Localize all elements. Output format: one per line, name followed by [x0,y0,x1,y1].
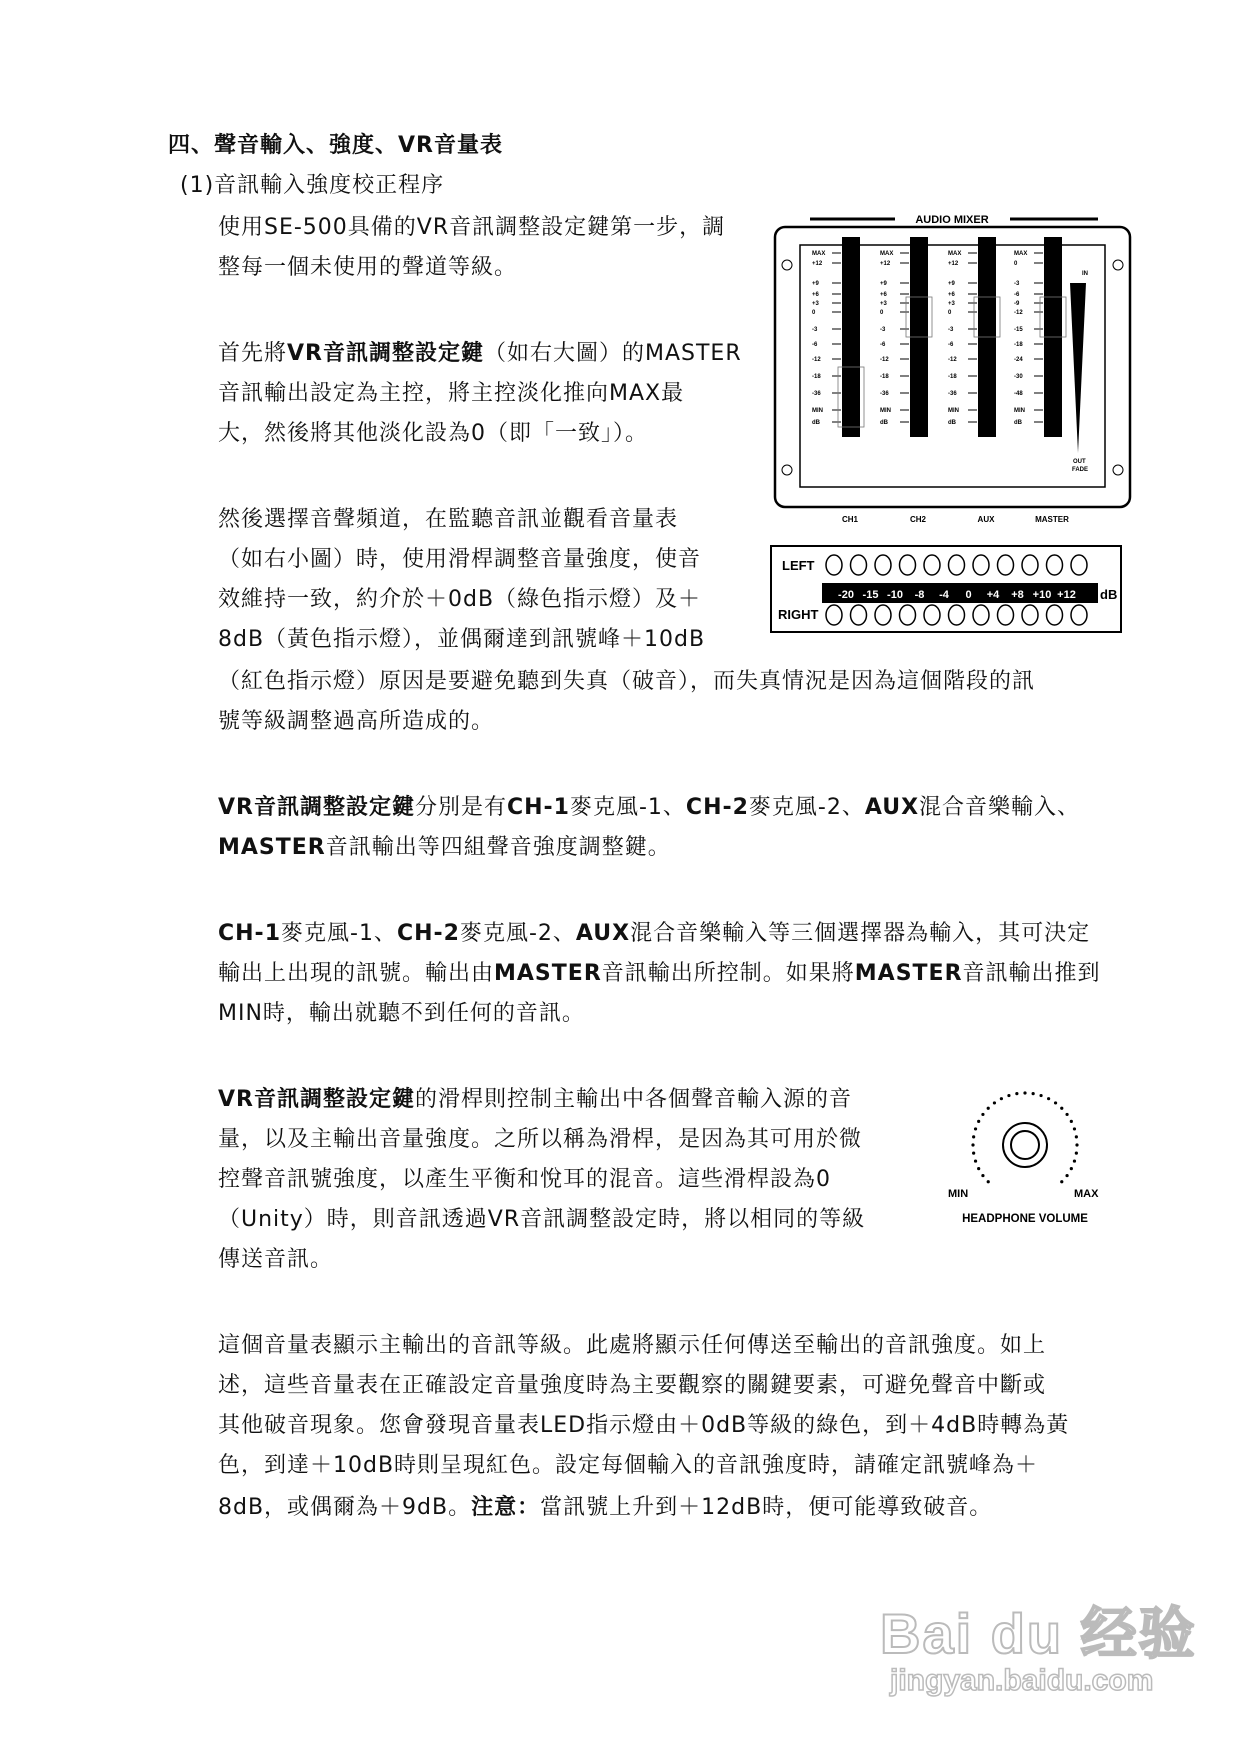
paragraph-5-line-3: MIN時，輸出就聽不到任何的音訊。 [218,1001,585,1026]
paragraph-6-line-5: 傳送音訊。 [218,1247,334,1272]
fader-scale-label: +6 [880,292,887,298]
knob-scale-dot [1073,1159,1076,1162]
meter-scale-label: +12 [1057,589,1076,601]
fader-scale-label: MAX [948,251,962,257]
knob-scale-dot [981,1174,984,1177]
channel-label-aux: AUX [977,515,995,524]
knob-scale-dot [1015,1092,1018,1095]
knob-scale-dot [981,1113,984,1116]
fader-scale-label: MAX [1014,251,1028,257]
paragraph-3-line-1: 然後選擇音聲頻道，在監聽音訊並觀看音量表 [218,507,679,532]
knob-scale-dot [971,1143,974,1146]
knob-scale-dot [972,1152,975,1155]
knob-scale-dot [1000,1097,1003,1100]
knob-scale-dot [1023,1091,1026,1094]
fader-scale-label: -15 [1014,327,1023,333]
paragraph-1-line-2: 整每一個未使用的聲道等級。 [218,255,518,280]
knob-scale-dot [1075,1143,1078,1146]
paragraph-1-line-1: 使用SE-500具備的VR音訊調整設定鍵第一步，調 [218,215,726,240]
paragraph-7-line-3: 其他破音現象。您會發現音量表LED指示燈由＋0dB等級的綠色，到＋4dB時轉為黃 [218,1413,1070,1438]
knob-scale-dot [1007,1094,1010,1097]
knob-max-label: MAX [1074,1188,1099,1200]
knob-min-label: MIN [948,1188,969,1200]
knob-scale-dot [1032,1092,1035,1095]
meter-scale-label: 0 [965,589,972,601]
knob-scale-dot [1039,1094,1042,1097]
audio-mixer-diagram [770,205,1135,530]
meter-scale-label: -15 [862,589,879,601]
knob-scale-dot [1047,1097,1050,1100]
in-label: IN [1082,271,1088,277]
fader-scale-label: -36 [812,391,821,397]
knob-outer-ring-icon [1003,1123,1047,1167]
paragraph-3-line-2: （如右小圖）時，使用滑桿調整音量強度，使音 [218,547,702,572]
fader-scale-label: 0 [948,310,952,316]
paragraph-7-line-1: 這個音量表顯示主輸出的音訊等級。此處將顯示任何傳送至輸出的音訊強度。如上 [218,1333,1047,1358]
fader-scale-label: -12 [880,357,889,363]
knob-scale-dot [977,1167,980,1170]
paragraph-6-line-4: （Unity）時，則音訊透過VR音訊調整設定時，將以相同的等級 [218,1207,866,1232]
baidu-watermark [880,1590,1197,1698]
fader-scale-label: MIN [812,408,823,414]
fader-scale-label: 0 [880,310,884,316]
knob-scale-dot [977,1120,980,1123]
knob-scale-dot [993,1101,996,1104]
knob-scale-dot [987,1180,990,1183]
fader-scale-label: MAX [812,251,826,257]
fader-scale-label: -18 [948,374,957,380]
fader-scale-label: -48 [1014,391,1023,397]
fader-scale-label: -12 [812,357,821,363]
knob-scale-dot [1060,1107,1063,1110]
fader-scale-label: -3 [880,327,886,333]
fader-scale-label: +12 [880,261,891,267]
fader-scale-label: -3 [812,327,818,333]
fader-scale-label: dB [948,420,956,426]
fader-scale-label: 0 [812,310,816,316]
fader-scale-label: -36 [880,391,889,397]
fader-scale-label: -6 [880,342,886,348]
fader-scale-label: -18 [812,374,821,380]
knob-title: HEADPHONE VOLUME [962,1213,1088,1225]
fader-scale-label: MIN [1014,408,1025,414]
paragraph-3-line-4: 8dB（黃色指示燈），並偶爾達到訊號峰＋10dB [218,627,706,652]
fader-scale-label: +12 [812,261,823,267]
knob-scale-dot [1075,1135,1078,1138]
meter-scale-label: -8 [914,589,925,601]
knob-scale-dot [1073,1127,1076,1130]
fader-scale-label: -9 [1014,301,1020,307]
fade-wedge-icon [1070,283,1086,453]
knob-scale-dot [1060,1180,1063,1183]
paragraph-5-line-1: CH-1麥克風-1、CH-2麥克風-2、AUX混合音樂輸入等三個選擇器為輸入，其可決定 [218,921,1091,946]
paragraph-4-line-1: VR音訊調整設定鍵分別是有CH-1麥克風-1、CH-2麥克風-2、AUX混合音樂輸入、 [218,795,1081,820]
channel-label-ch1: CH1 [841,515,859,524]
meter-scale-label: -20 [838,589,854,601]
fader-scale-label: -18 [880,374,889,380]
fader-scale-label: 0 [1014,261,1018,267]
fader-scale-label: -36 [948,391,957,397]
fader-scale-label: -12 [948,357,957,363]
paragraph-6-line-2: 量，以及主輸出音量強度。之所以稱為滑桿，是因為其可用於微 [218,1127,863,1152]
fader-track-ch1 [842,237,860,437]
paragraph-3-line-3: 效維持一致，約介於＋0dB（綠色指示燈）及＋ [218,587,702,612]
fader-scale-label: -30 [1014,374,1023,380]
fader-scale-label: dB [812,420,820,426]
paragraph-7-line-2: 述，這些音量表在正確設定音量強度時為主要觀察的關鍵要素，可避免聲音中斷或 [218,1373,1047,1398]
channel-label-ch2: CH2 [909,515,927,524]
paragraph-2-line-2: 音訊輸出設定為主控，將主控淡化推向MAX最 [218,381,685,406]
fader-scale-label: +9 [948,281,955,287]
knob-inner-ring-icon [1011,1131,1039,1159]
meter-scale-label: -4 [939,589,949,601]
paragraph-5-line-2: 輸出上出現的訊號。輸出由MASTER音訊輸出所控制。如果將MASTER音訊輸出推到 [218,961,1101,986]
fader-scale-label: -6 [1014,292,1020,298]
channel-label-master: MASTER [1035,515,1069,524]
fader-scale-label: -3 [948,327,954,333]
fader-scale-label: MIN [948,408,959,414]
fader-scale-label: +3 [948,301,955,307]
meter-scale-label: +8 [1011,589,1024,601]
knob-scale-dot [974,1127,977,1130]
meter-scale-label: -10 [887,589,903,601]
fader-scale-label: MAX [880,251,894,257]
fader-scale-label: +9 [812,281,819,287]
fade-label: FADE [1072,467,1089,473]
watermark-brand: Bai du 经验 [880,1602,1197,1665]
fader-scale-label: -3 [1014,281,1020,287]
headphone-volume-knob [940,1085,1110,1230]
fader-scale-label: -12 [1014,310,1023,316]
watermark-url: jingyan.baidu.com [890,1664,1154,1697]
knob-scale-dot [1070,1167,1073,1170]
meter-unit: dB [1100,587,1118,602]
knob-scale-dot [1054,1101,1057,1104]
knob-scale-dot [974,1159,977,1162]
paragraph-2-line-3: 大，然後將其他淡化設為0（即「一致」）。 [218,421,648,446]
fader-scale-label: +3 [880,301,887,307]
meter-scale-label: +4 [986,589,1000,601]
meter-scale-label: +10 [1032,589,1052,601]
knob-scale-dot [1075,1152,1078,1155]
paragraph-6-line-1: VR音訊調整設定鍵的滑桿則控制主輸出中各個聲音輸入源的音 [218,1087,852,1112]
knob-scale-dot [1065,1174,1068,1177]
paragraph-7-line-5: 8dB，或偶爾為＋9dB。注意：當訊號上升到＋12dB時，便可能導致破音。 [218,1495,993,1520]
fader-scale-label: +6 [948,292,955,298]
fader-scale-label: +6 [812,292,819,298]
knob-scale-dot [1065,1113,1068,1116]
fader-scale-label: -6 [812,342,818,348]
fader-scale-label: -18 [1014,342,1023,348]
meter-left-label: LEFT [782,558,815,573]
subsection-title: (1)音訊輸入強度校正程序 [180,173,445,198]
fader-scale-label: +9 [880,281,887,287]
paragraph-3-line-6: 號等級調整過高所造成的。 [218,709,495,734]
out-label: OUT [1073,459,1086,465]
fader-scale-label: +12 [948,261,959,267]
fader-scale-label: -6 [948,342,954,348]
meter-right-label: RIGHT [778,607,819,622]
paragraph-4-line-2: MASTER音訊輸出等四組聲音強度調整鍵。 [218,835,671,860]
fader-scale-label: +3 [812,301,819,307]
knob-scale-dot [1070,1120,1073,1123]
led-meter-diagram [770,545,1122,633]
paragraph-6-line-3: 控聲音訊號強度，以產生平衡和悅耳的混音。這些滑桿設為0 [218,1167,831,1192]
fader-scale-label: dB [1014,420,1022,426]
fader-scale-label: MIN [880,408,891,414]
fader-scale-label: dB [880,420,888,426]
knob-scale-dot [972,1135,975,1138]
mixer-title: AUDIO MIXER [915,214,989,226]
section-heading: 四、聲音輸入、強度、VR音量表 [168,133,503,158]
fader-scale-label: -24 [1014,357,1023,363]
knob-scale-dot [987,1107,990,1110]
paragraph-2-line-1: 首先將VR音訊調整設定鍵（如右大圖）的MASTER [218,341,742,366]
paragraph-3-line-5: （紅色指示燈）原因是要避免聽到失真（破音），而失真情況是因為這個階段的訊 [218,669,1036,694]
paragraph-7-line-4: 色，到達＋10dB時則呈現紅色。設定每個輸入的音訊強度時，請確定訊號峰為＋ [218,1453,1039,1478]
